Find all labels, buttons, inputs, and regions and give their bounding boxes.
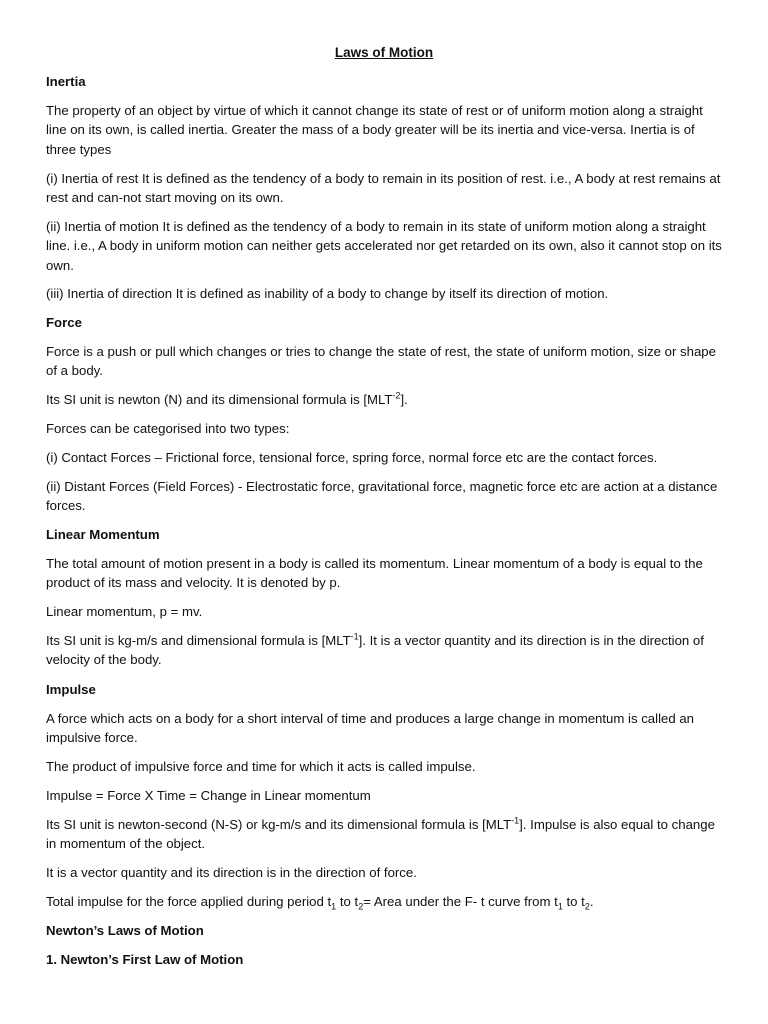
momentum-exponent: -1 [350, 631, 359, 642]
impulse-exponent: -1 [511, 815, 520, 826]
total-impulse-d: to t [562, 894, 585, 909]
impulse-si-end: ]. Impulse is also equal to change in momentum of the object. [46, 817, 715, 852]
force-exponent: -2 [392, 390, 401, 401]
total-impulse-b: to t [336, 894, 359, 909]
subscript-t2: 2 [358, 901, 364, 912]
paragraph-total-impulse [46, 892, 726, 911]
paragraph-impulse-formula: Impulse = Force X Time = Change in Linear momentum [46, 788, 371, 803]
paragraph-inertia-of-rest: (i) Inertia of rest It is defined as the tendency of a body to remain in its position of rest. i.e., A body at rest remains at rest and can-not start moving on its own. [46, 171, 721, 206]
paragraph-impulse-si-unit [46, 815, 726, 854]
force-si-text: Its SI unit is newton (N) and its dimensional formula is [MLT [46, 392, 393, 407]
subscript-t1: 1 [331, 901, 337, 912]
impulse-si-text: Its SI unit is newton-second (N-S) or kg-m/s and its dimensional formula is [MLT [46, 817, 512, 832]
total-impulse-c: = Area under the F- t curve from t [363, 894, 558, 909]
total-impulse-e: . [589, 894, 594, 909]
paragraph-momentum-formula: Linear momentum, p = mv. [46, 604, 203, 619]
paragraph-momentum-si-unit [46, 631, 726, 670]
paragraph-inertia-definition: The property of an object by virtue of which it cannot change its state of rest or of uniform motion along a straight line on its own, is called inertia. Greater the mass of a body greater will be its inertia and vice-versa. Inertia is of three types [46, 103, 703, 157]
momentum-si-end: ]. It is a vector quantity and its direction is in the direction of velocity of the body. [46, 633, 704, 668]
paragraph-impulse-definition: The product of impulsive force and time for which it acts is called impulse. [46, 759, 476, 774]
force-si-end: ]. [400, 392, 408, 407]
heading-impulse: Impulse [46, 682, 96, 697]
paragraph-inertia-of-direction: (iii) Inertia of direction It is defined as inability of a body to change by itself its direction of motion. [46, 286, 609, 301]
paragraph-force-types: Forces can be categorised into two types: [46, 421, 290, 436]
heading-newtons-laws: Newton’s Laws of Motion [46, 923, 204, 938]
paragraph-contact-forces: (i) Contact Forces – Frictional force, tensional force, spring force, normal force etc are the contact forces. [46, 450, 658, 465]
momentum-si-text: Its SI unit is kg-m/s and dimensional formula is [MLT [46, 633, 351, 648]
paragraph-distant-forces: (ii) Distant Forces (Field Forces) - Electrostatic force, gravitational force, magnetic force etc are action at a distance forces. [46, 479, 718, 514]
heading-force: Force [46, 315, 82, 330]
total-impulse-a: Total impulse for the force applied during period t [46, 894, 332, 909]
subscript-t2-b: 2 [584, 901, 590, 912]
paragraph-momentum-definition: The total amount of motion present in a body is called its momentum. Linear momentum of a body is equal to the product of its mass and velocity. It is denoted by p. [46, 556, 703, 591]
paragraph-force-definition: Force is a push or pull which changes or tries to change the state of rest, the state of uniform motion, size or shape of a body. [46, 344, 716, 379]
page-title: Laws of Motion [334, 45, 434, 60]
heading-newtons-first-law: 1. Newton’s First Law of Motion [46, 952, 244, 967]
paragraph-force-si-unit [46, 390, 726, 409]
subscript-t1-b: 1 [557, 901, 563, 912]
heading-linear-momentum: Linear Momentum [46, 527, 160, 542]
paragraph-inertia-of-motion: (ii) Inertia of motion It is defined as the tendency of a body to remain in its state of uniform motion along a straight line. i.e., A body in uniform motion can neither gets accelerated nor get retarded on its own, also it cannot stop on its own. [46, 219, 722, 273]
paragraph-impulse-vector: It is a vector quantity and its direction is in the direction of force. [46, 865, 417, 880]
paragraph-impulsive-force: A force which acts on a body for a short interval of time and produces a large change in momentum is called an impulsive force. [46, 711, 695, 746]
heading-inertia: Inertia [46, 74, 86, 89]
